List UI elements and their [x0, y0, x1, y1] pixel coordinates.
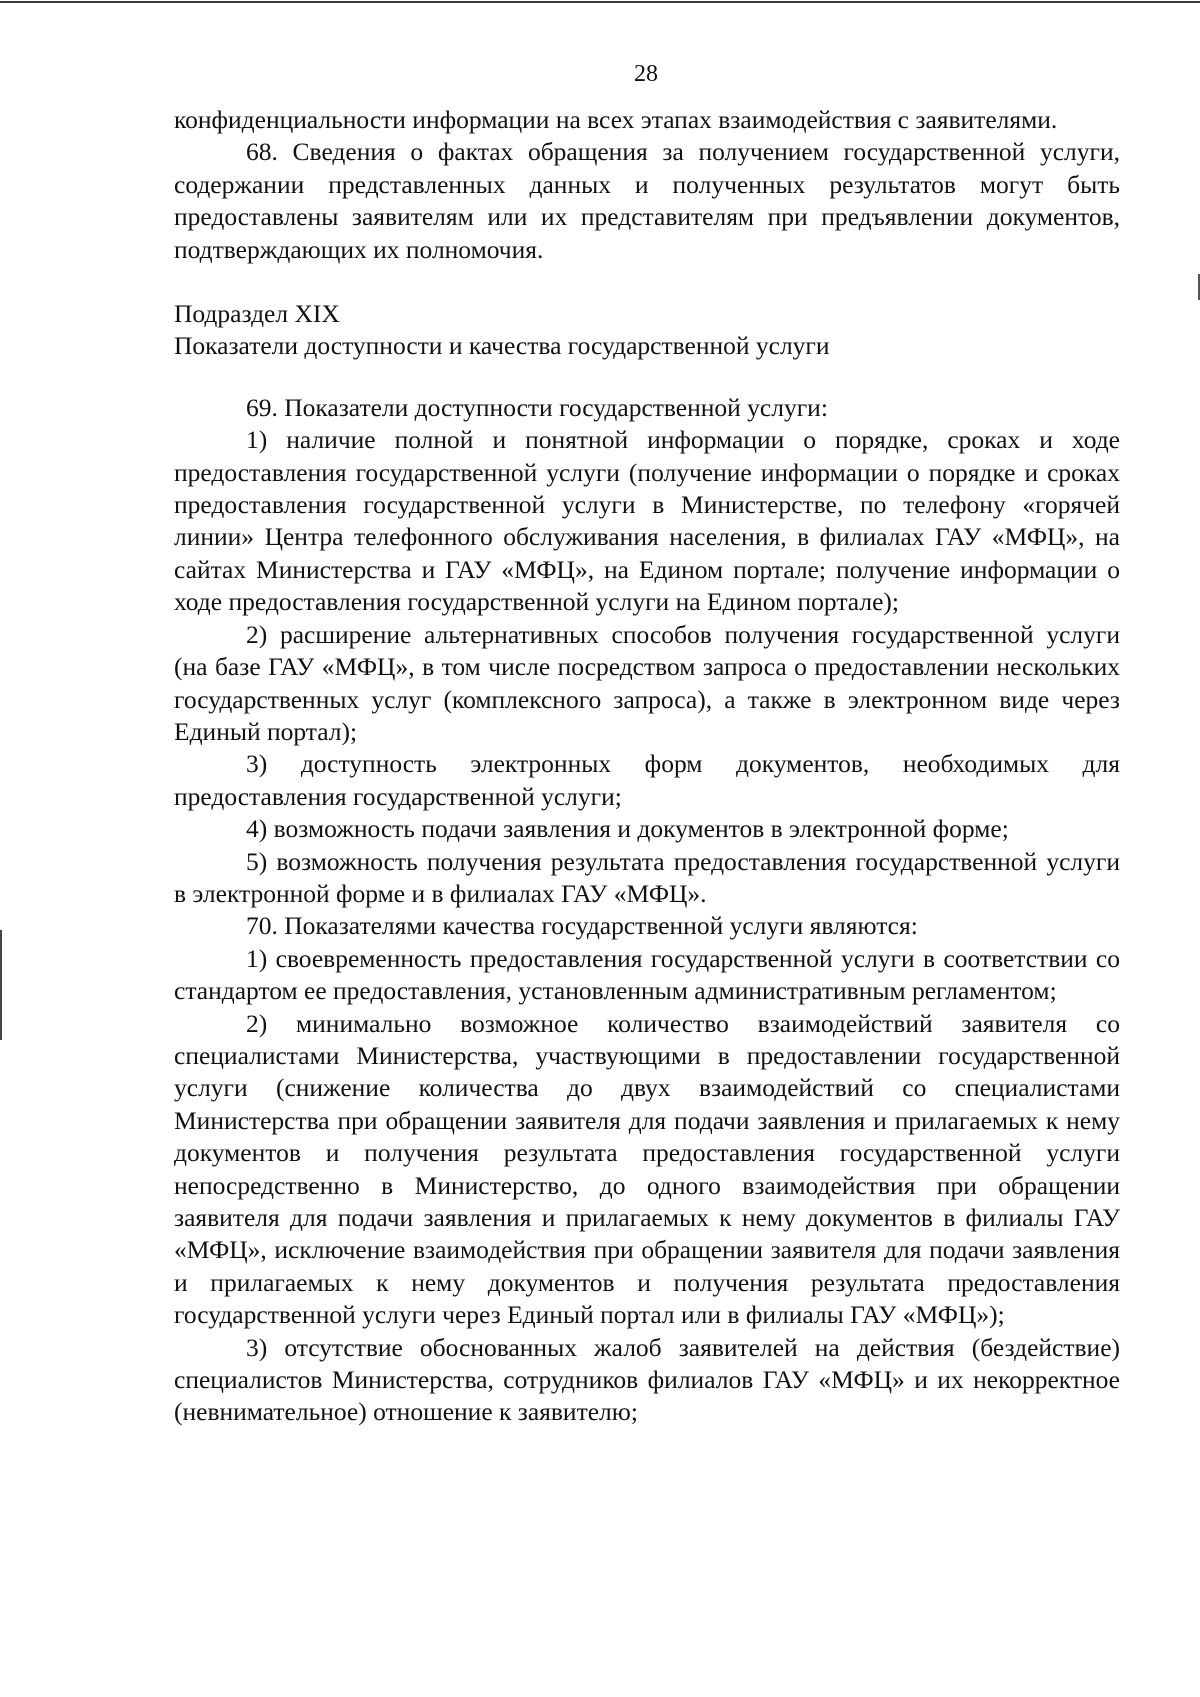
- scan-left-mark: [0, 930, 2, 1040]
- paragraph-69-item-3: 3) доступность электронных форм документов, необходимых для предоставления государственной услуги;: [174, 749, 1120, 811]
- paragraph-continuation: конфиденциальности информации на всех этапах взаимодействия с заявителями.: [174, 105, 1058, 134]
- paragraph-68: 68. Сведения о фактах обращения за получением государственной услуги, содержании представленных данных и полученных результатов могут быть предоставлены заявителям или их представителям при предъявлении документов, подтверждающих их полномочия.: [174, 137, 1120, 264]
- paragraph-69-item-1: 1) наличие полной и понятной информации о порядке, сроках и ходе предоставления государственной услуги (получение информации о порядке и сроках предоставления государственной услуги в Министерстве, по телефону «горячей линии» Центра телефонного обслуживания населения, в филиалах ГАУ «МФЦ», на сайтах Министерства и ГАУ «МФЦ», на Едином портале; получение информации о ходе предоставления государственной услуги на Едином портале);: [174, 425, 1120, 617]
- spacer: [174, 266, 1120, 298]
- page-number: 28: [634, 61, 658, 87]
- scan-top-edge: [0, 1, 1200, 3]
- paragraph-69-item-5: 5) возможность получения результата предоставления государственной услуги в электронной форме и в филиалах ГАУ «МФЦ».: [174, 846, 1120, 908]
- paragraph-69-item-4: 4) возможность подачи заявления и документов в электронной форме;: [246, 814, 1009, 844]
- paragraph-70: 70. Показателями качества государственной услуги являются:: [246, 911, 918, 941]
- section-label: Подраздел XIX: [174, 299, 340, 329]
- paragraph-70-item-2: 2) минимально возможное количество взаимодействий заявителя со специалистами Министерства, участвующими в предоставлении государственной услуги (снижение количества до двух взаимодействий со специалистами Министерства при обращении заявителя для подачи заявления и прилагаемых к нему документов и получения результата предоставления государственной услуги непосредственно в Министерство, до одного взаимодействия при обращении заявителя для подачи заявления и прилагаемых к нему документов в филиалы ГАУ «МФЦ», исключение взаимодействия при обращении заявителя для подачи заявления и прилагаемых к нему документов и получения результата предоставления государственной услуги через Единый портал или в филиалы ГАУ «МФЦ»);: [174, 1008, 1120, 1330]
- paragraph-69: 69. Показатели доступности государственной услуги:: [246, 392, 828, 422]
- spacer: [174, 363, 1120, 392]
- paragraph-70-item-1: 1) своевременность предоставления государственной услуги в соответствии со стандартом ее предоставления, установленным административным регламентом;: [174, 943, 1120, 1006]
- section-title: Показатели доступности и качества государственной услуги: [174, 331, 830, 361]
- paragraph-69-item-2: 2) расширение альтернативных способов получения государственной услуги (на базе ГАУ «МФЦ», в том числе посредством запроса о предоставлении нескольких государственных услуг (комплексного запроса), а также в электронном виде через Единый портал);: [174, 619, 1120, 746]
- document-body: [174, 104, 1120, 1429]
- paragraph-70-item-3: 3) отсутствие обоснованных жалоб заявителей на действия (бездействие) специалистов Министерства, сотрудников филиалов ГАУ «МФЦ» и их некорректное (невнимательное) отношение к заявителю;: [174, 1332, 1120, 1427]
